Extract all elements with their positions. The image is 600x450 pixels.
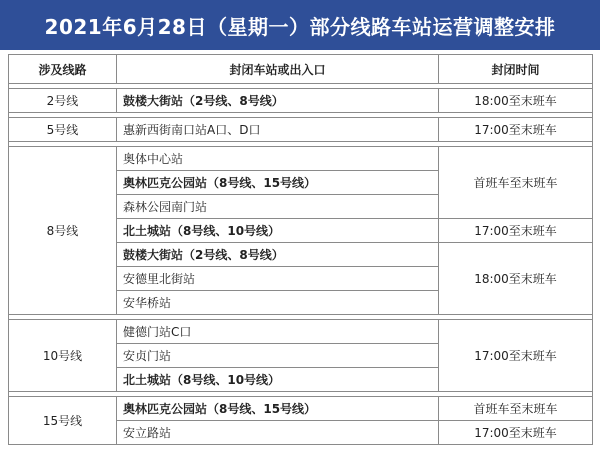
- station-cell: 惠新西街南口站A口、D口: [117, 118, 439, 142]
- station-cell: 安立路站: [117, 421, 439, 445]
- line-cell: 8号线: [9, 147, 117, 315]
- time-cell: 18:00至末班车: [439, 89, 593, 113]
- station-cell: 安华桥站: [117, 291, 439, 315]
- line-cell: 10号线: [9, 320, 117, 392]
- station-cell: 安贞门站: [117, 344, 439, 368]
- table-row: [9, 397, 593, 421]
- line-cell: 5号线: [9, 118, 117, 142]
- table-row: [9, 89, 593, 113]
- closure-table: [8, 54, 593, 445]
- time-cell: 17:00至末班车: [439, 421, 593, 445]
- line-cell: 2号线: [9, 89, 117, 113]
- table-row: [9, 147, 593, 171]
- station-cell: 安德里北街站: [117, 267, 439, 291]
- table-body: [9, 84, 593, 445]
- column-header-line: 涉及线路: [9, 55, 117, 84]
- time-cell: 17:00至末班车: [439, 118, 593, 142]
- station-cell: 奥林匹克公园站（8号线、15号线）: [117, 397, 439, 421]
- time-cell: 首班车至末班车: [439, 397, 593, 421]
- column-header-station: 封闭车站或出入口: [117, 55, 439, 84]
- page-title: 2021年6月28日（星期一）部分线路车站运营调整安排: [0, 0, 600, 50]
- time-cell: 17:00至末班车: [439, 320, 593, 392]
- station-cell: 奥林匹克公园站（8号线、15号线）: [117, 171, 439, 195]
- line-cell: 15号线: [9, 397, 117, 445]
- table-row: [9, 320, 593, 344]
- station-cell: 鼓楼大街站（2号线、8号线）: [117, 243, 439, 267]
- station-cell: 北土城站（8号线、10号线）: [117, 219, 439, 243]
- station-cell: 健德门站C口: [117, 320, 439, 344]
- station-cell: 森林公园南门站: [117, 195, 439, 219]
- table-row: [9, 118, 593, 142]
- column-header-time: 封闭时间: [439, 55, 593, 84]
- time-cell: 17:00至末班车: [439, 219, 593, 243]
- time-cell: 首班车至末班车: [439, 147, 593, 219]
- time-cell: 18:00至末班车: [439, 243, 593, 315]
- station-cell: 奥体中心站: [117, 147, 439, 171]
- table-header-row: [9, 55, 593, 84]
- station-cell: 北土城站（8号线、10号线）: [117, 368, 439, 392]
- station-cell: 鼓楼大街站（2号线、8号线）: [117, 89, 439, 113]
